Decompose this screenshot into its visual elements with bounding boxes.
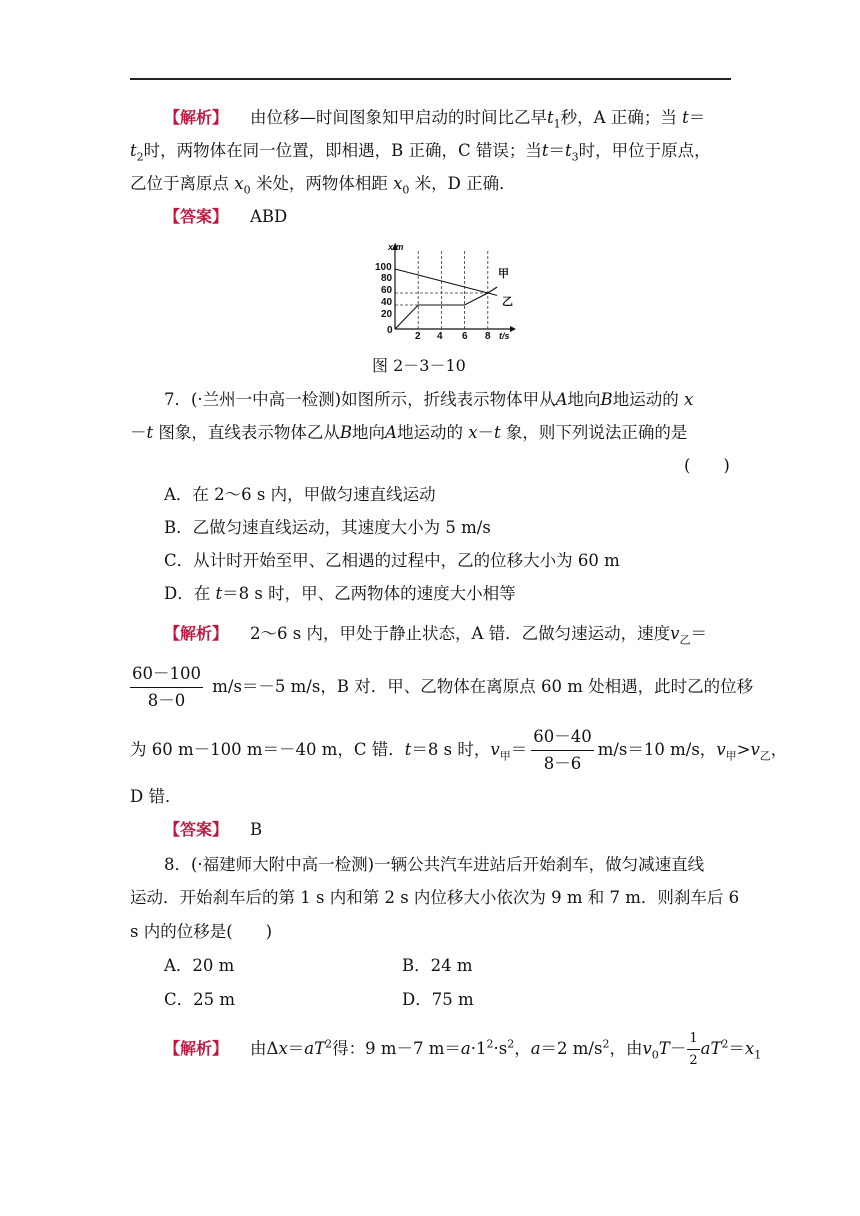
xtick-2: 2 bbox=[415, 331, 421, 342]
xt-graph bbox=[368, 240, 518, 348]
fraction: $\frac{60-40}{8-6}$ bbox=[533, 727, 592, 773]
q8-stem-line3: s 内的位移是( ) bbox=[130, 922, 273, 941]
q7-stem-line2: －t 图象，直线表示物体乙从B地向A地运动的 x－t 象，则下列说法正确的是 bbox=[130, 423, 688, 442]
fraction: $\frac{60-100}{8-0}$ bbox=[132, 664, 201, 710]
q6-answer: ABD bbox=[250, 207, 288, 226]
answer-tag: 【答案】 bbox=[164, 820, 229, 839]
series-yi-line bbox=[395, 269, 497, 295]
y-axis-label: x/m bbox=[388, 242, 404, 252]
q6-analysis-line1: 【解析】 由位移—时间图象知甲启动的时间比乙早$t_1$秒，A 正确；当 t＝ bbox=[164, 108, 706, 131]
q8-option-b: B．24 m bbox=[402, 956, 473, 975]
ytick-100: 100 bbox=[375, 262, 392, 273]
q7-answer-line bbox=[164, 819, 262, 841]
q7-analysis-line4: D 错． bbox=[130, 787, 182, 806]
ytick-40: 40 bbox=[381, 297, 393, 308]
q7-analysis-line2: $\frac{60-100}{8-0}$ m/s＝－5 m/s，B 对．甲、乙物体在离原点 60 m 处相遇，此时乙的位移 bbox=[132, 664, 754, 710]
ytick-60: 60 bbox=[381, 285, 393, 296]
q7-option-a: A．在 2～6 s 内，甲做匀速直线运动 bbox=[164, 485, 436, 504]
q6-analysis-line3: 乙位于离原点 $x_0$ 米处，两物体相距 $x_0$ 米，D 正确． bbox=[130, 174, 516, 197]
q8-stem-line2: 运动．开始刹车后的第 1 s 内和第 2 s 内位移大小依次为 9 m 和 7 m．则刹车后 6 bbox=[130, 888, 740, 907]
ytick-20: 20 bbox=[381, 309, 393, 320]
q7-analysis-line1: 【解析】 2～6 s 内，甲处于静止状态，A 错．乙做匀速运动，速度$v_乙=$ bbox=[164, 624, 707, 647]
label-yi: 乙 bbox=[502, 296, 513, 308]
q7-analysis-line3: 为 60 m－100 m＝－40 m，C 错．t＝8 s 时，$v_甲=$ $\frac{60-40}{8-6}$ m/s＝10 m/s，$v_甲>v_乙$， bbox=[130, 727, 788, 773]
ytick-0: 0 bbox=[387, 325, 393, 336]
xtick-8: 8 bbox=[485, 331, 491, 342]
q6-analysis-line2: $t_2$时，两物体在同一位置，即相遇，B 正确，C 错误；当$t=t_3$时，甲位于原点， bbox=[130, 141, 711, 164]
q6-answer-line bbox=[164, 206, 287, 228]
analysis-tag: 【解析】 bbox=[164, 108, 229, 127]
figure-caption: 图 2－3－10 bbox=[372, 356, 466, 375]
q8-option-d: D．75 m bbox=[402, 990, 474, 1009]
answer-tag: 【答案】 bbox=[164, 207, 229, 226]
label-jia: 甲 bbox=[498, 268, 509, 280]
xtick-6: 6 bbox=[462, 331, 468, 342]
t-axis-arrow bbox=[510, 326, 516, 332]
q8-option-c: C．25 m bbox=[164, 990, 236, 1009]
analysis-tag: 【解析】 bbox=[164, 1039, 229, 1058]
fraction: $\frac{1}{2}$ bbox=[689, 1031, 698, 1068]
q8-analysis-line1: 【解析】 由$\Delta x=aT^2$得：9 m－7 $m=a\cdot 1^2\cdot s^2$，a＝2 $m/s^2$，由$v_0T-$ $\frac{1}{2}$ $aT^2=x_1$ bbox=[164, 1031, 762, 1068]
q7-option-c: C．从计时开始至甲、乙相遇的过程中，乙的位移大小为 60 m bbox=[164, 551, 620, 570]
q7-answer-paren: ( ) bbox=[684, 456, 730, 475]
x-axis-label: t/s bbox=[499, 331, 510, 341]
ytick-80: 80 bbox=[381, 273, 393, 284]
q7-option-b: B．乙做匀速直线运动，其速度大小为 5 m/s bbox=[164, 518, 491, 537]
q8-option-a: A．20 m bbox=[164, 956, 235, 975]
q7-option-d: D．在 t＝8 s 时，甲、乙两物体的速度大小相等 bbox=[164, 584, 516, 603]
analysis-tag: 【解析】 bbox=[164, 624, 229, 643]
header-rule bbox=[130, 78, 731, 80]
xtick-4: 4 bbox=[437, 331, 443, 342]
q7-answer: B bbox=[250, 820, 263, 839]
q8-stem-line1: 8．(·福建师大附中高一检测)一辆公共汽车进站后开始刹车，做匀减速直线 bbox=[164, 855, 705, 874]
q7-stem-line1: 7．(·兰州一中高一检测)如图所示，折线表示物体甲从A地向B地运动的 x bbox=[164, 390, 694, 409]
